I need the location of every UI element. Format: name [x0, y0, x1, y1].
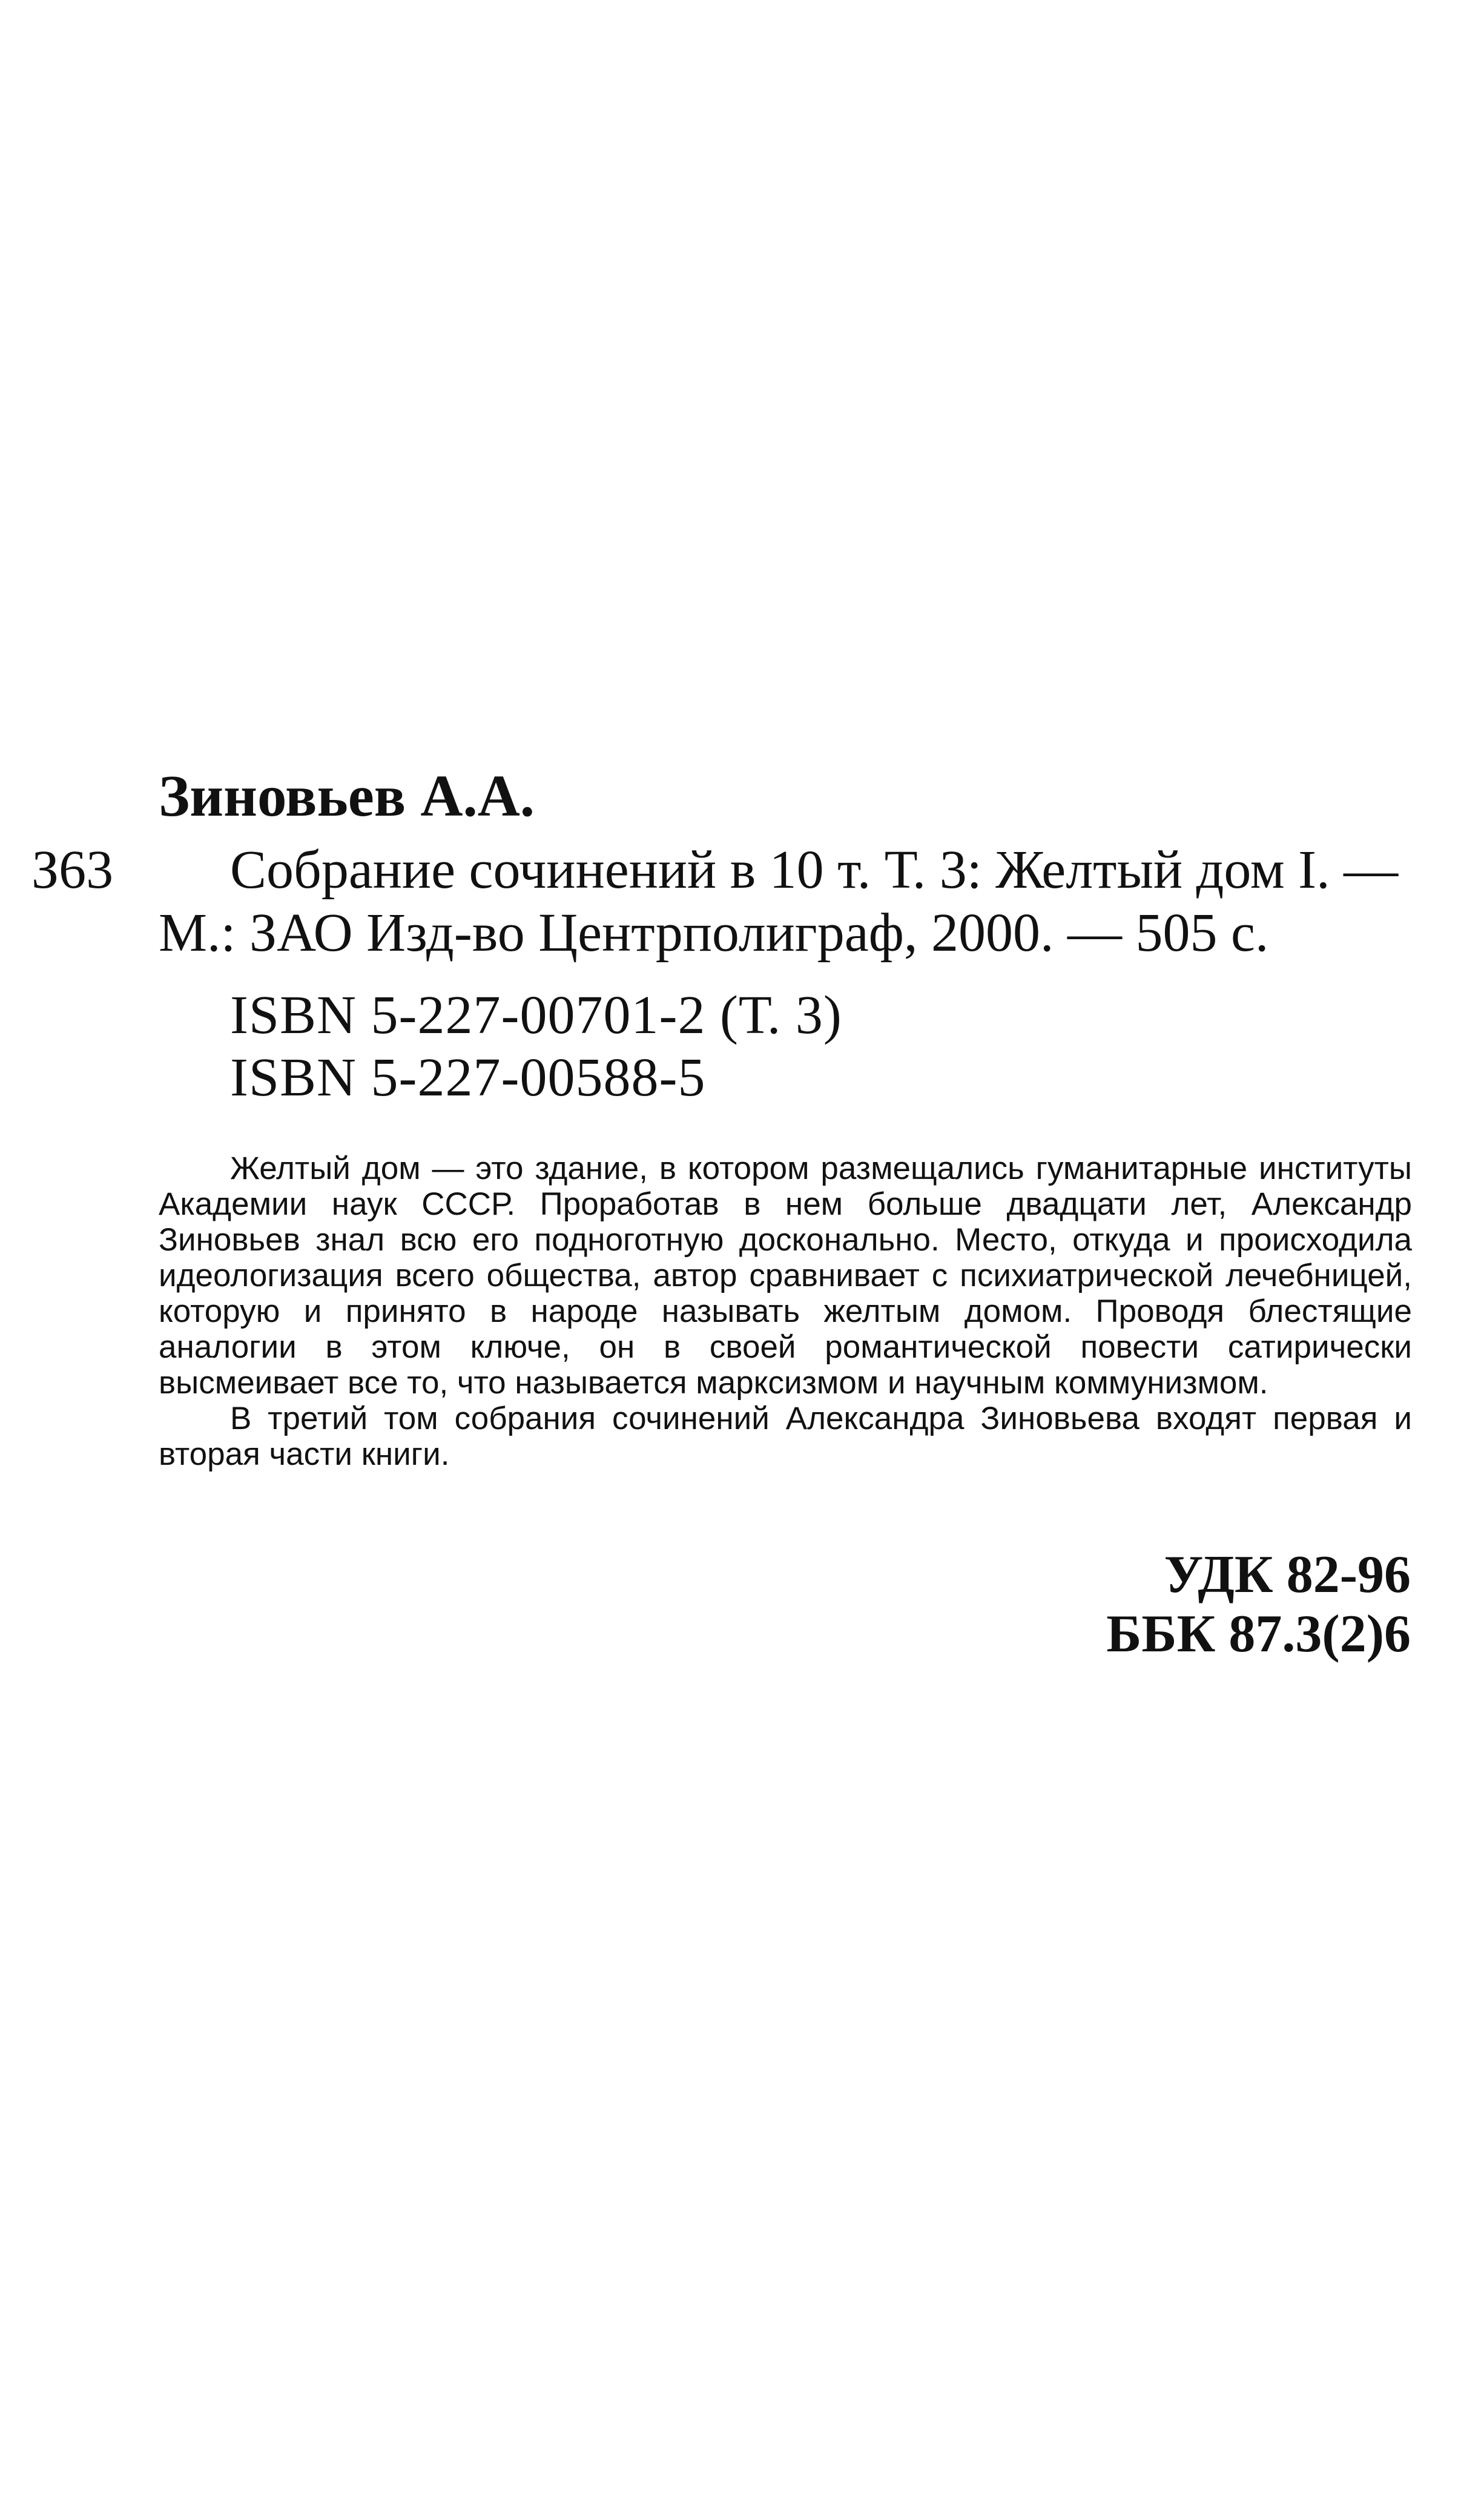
bbk-code: ББК 87.3(2)6: [1106, 1605, 1411, 1663]
isbn-volume-line: ISBN 5-227-00701-2 (Т. 3): [230, 985, 842, 1045]
annotation-paragraph: Желтый дом — это здание, в котором размещались гуманитарные институты Академии наук СССР. Проработав в нем больше двадцати лет, Александр Зиновьев знал всю его подноготную досконально. Место, откуда и происходила идеологизация всего общества, автор сравнивает с психиатрической лечебницей, которую и принято в народе называть желтым домом. Проводя блестящие аналогии в этом ключе, он в своей романтической повести сатирически высмеивает все то, что называется марксизмом и научным коммунизмом.: [159, 1151, 1412, 1401]
bibliographic-title-line: Собрание сочинений в 10 т. Т. 3: Желтый дом I. —: [230, 840, 1399, 900]
author-name: Зиновьев А.А.: [159, 764, 535, 828]
annotation-paragraph: В третий том собрания сочинений Александра Зиновьева входят первая и вторая части книги.: [159, 1401, 1412, 1472]
isbn-series-line: ISBN 5-227-00588-5: [230, 1048, 706, 1108]
bibliographic-publisher-line: М.: ЗАО Изд-во Центрполиграф, 2000. — 505 с.: [159, 903, 1269, 963]
classification-codes: [1106, 1545, 1411, 1664]
udk-code: УДК 82-96: [1164, 1545, 1411, 1604]
author-index-code: З63: [31, 840, 114, 900]
book-annotation: [159, 1151, 1412, 1472]
